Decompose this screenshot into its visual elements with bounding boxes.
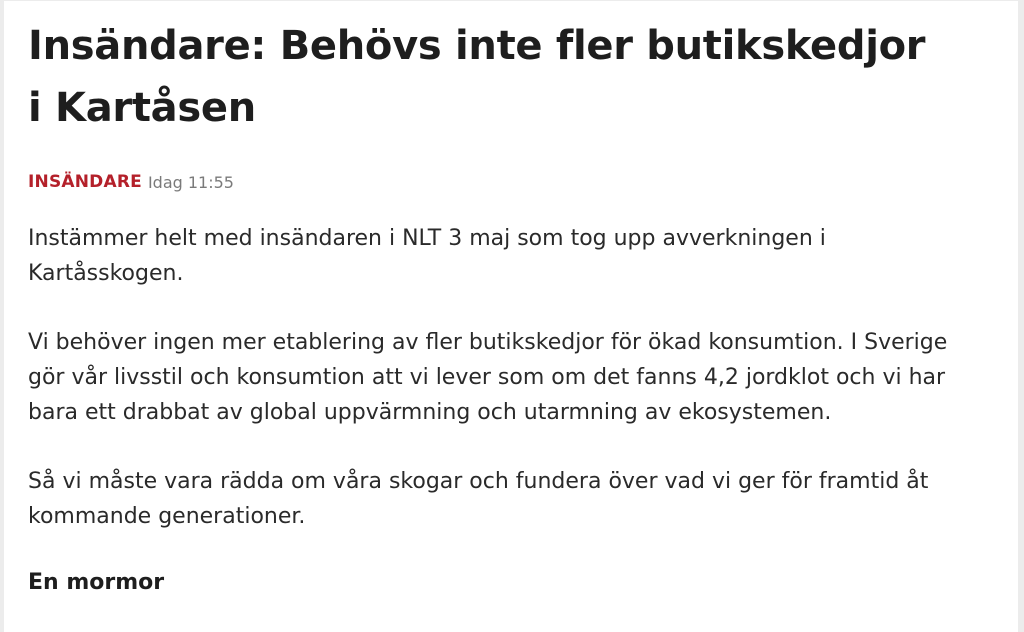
headline-line-1: Insändare: Behövs inte fler butikskedjor xyxy=(28,23,926,69)
body-paragraph-3: Så vi måste vara rädda om våra skogar och fundera över vad vi ger för framtid åt kommande generationer. xyxy=(28,469,929,529)
category-link[interactable]: INSÄNDARE xyxy=(28,172,142,192)
publish-timestamp: Idag 11:55 xyxy=(147,172,234,192)
article-headline xyxy=(28,15,928,139)
headline-line-2: i Kartåsen xyxy=(28,85,256,131)
article-body xyxy=(28,221,988,598)
body-paragraph-1: Instämmer helt med insändaren i NLT 3 maj som tog upp avverkningen i Kartåsskogen. xyxy=(28,226,826,286)
article xyxy=(28,15,988,598)
body-paragraph-2: Vi behöver ingen mer etablering av fler butikskedjor för ökad konsumtion. I Sverige gör vår livsstil och konsumtion att vi lever som om det fanns 4,2 jordklot och vi har bara ett drabbat av global uppvärmning och utarmning av ekosystemen. xyxy=(28,330,948,425)
article-meta xyxy=(28,169,988,195)
author-signature: En mormor xyxy=(28,570,165,595)
